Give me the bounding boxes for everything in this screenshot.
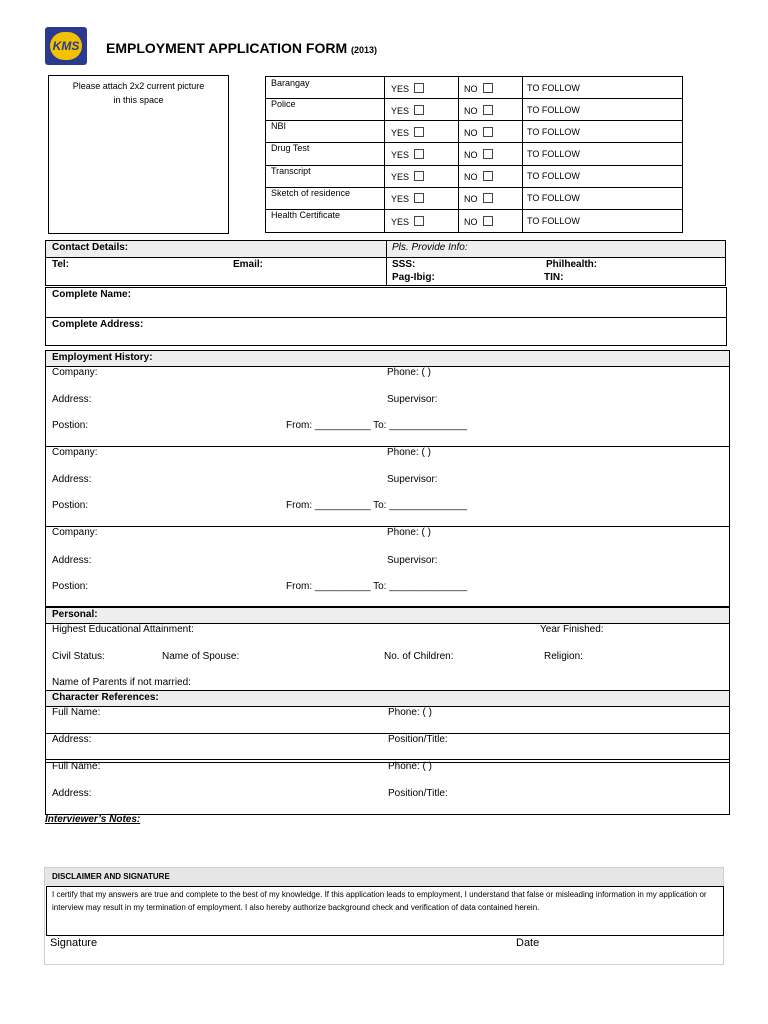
req-label-health: Health Certificate <box>271 210 341 220</box>
req-yes-health[interactable]: YES <box>391 216 424 227</box>
req-no-transcript[interactable]: NO <box>464 171 493 182</box>
character-references-header: Character References: <box>52 692 159 703</box>
checkbox-icon[interactable] <box>414 216 424 226</box>
title-text: EMPLOYMENT APPLICATION FORM <box>106 40 348 56</box>
civil-status-field[interactable]: Civil Status: <box>52 651 105 662</box>
checkbox-icon[interactable] <box>414 149 424 159</box>
provide-info-label: Pls. Provide Info: <box>392 242 468 253</box>
year-finished-field[interactable]: Year Finished: <box>540 624 604 635</box>
personal-header: Personal: <box>52 609 98 620</box>
checkbox-icon[interactable] <box>483 171 493 181</box>
photo-instruction-line1: Please attach 2x2 current picture <box>72 81 205 91</box>
employment-company-field[interactable]: Company: <box>52 527 98 538</box>
reference-name-field[interactable]: Full Name: <box>52 761 101 772</box>
employment-supervisor-field[interactable]: Supervisor: <box>387 394 438 405</box>
req-no-sketch[interactable]: NO <box>464 193 493 204</box>
req-follow-police: TO FOLLOW <box>527 105 580 115</box>
employment-position-field[interactable]: Postion: <box>52 420 89 431</box>
character-references-section <box>45 690 730 815</box>
checkbox-icon[interactable] <box>483 83 493 93</box>
employment-phone-field[interactable]: Phone: ( ) <box>387 527 431 538</box>
checkbox-icon[interactable] <box>414 105 424 115</box>
checkbox-icon[interactable] <box>483 216 493 226</box>
disclaimer-text: I certify that my answers are true and complete to the best of my knowledge. If this application leads to employment, I understand that false or misleading information in my application or interview may result in my termination of employment. I also hereby authorize background check and verification of data contained herein. <box>52 890 707 912</box>
employment-dates-field[interactable]: From: __________ To: ______________ <box>286 500 468 511</box>
req-label-sketch: Sketch of residence <box>271 188 351 198</box>
checkbox-icon[interactable] <box>483 105 493 115</box>
employment-position-field[interactable]: Postion: <box>52 581 89 592</box>
req-yes-sketch[interactable]: YES <box>391 193 424 204</box>
tin-field[interactable]: TIN: <box>544 272 564 283</box>
employment-address-field[interactable]: Address: <box>52 394 92 405</box>
reference-address-field[interactable]: Address: <box>52 734 92 745</box>
reference-address-field[interactable]: Address: <box>52 788 92 799</box>
req-follow-transcript: TO FOLLOW <box>527 171 580 181</box>
req-label-drug-test: Drug Test <box>271 143 310 153</box>
employment-supervisor-field[interactable]: Supervisor: <box>387 555 438 566</box>
reference-position-field[interactable]: Position/Title: <box>388 734 448 745</box>
page-title <box>106 40 377 56</box>
req-label-barangay: Barangay <box>271 78 310 88</box>
reference-position-field[interactable]: Position/Title: <box>388 788 448 799</box>
requirements-table <box>265 76 683 233</box>
employment-phone-field[interactable]: Phone: ( ) <box>387 447 431 458</box>
checkbox-icon[interactable] <box>414 193 424 203</box>
req-yes-transcript[interactable]: YES <box>391 171 424 182</box>
contact-details-section <box>45 240 726 286</box>
complete-name-field[interactable]: Complete Name: <box>52 289 131 300</box>
checkbox-icon[interactable] <box>414 83 424 93</box>
personal-section <box>45 607 730 691</box>
interviewer-notes-label: Interviewer’s Notes: <box>45 814 141 825</box>
religion-field[interactable]: Religion: <box>544 651 583 662</box>
employment-address-field[interactable]: Address: <box>52 555 92 566</box>
email-field[interactable]: Email: <box>233 259 264 270</box>
reference-phone-field[interactable]: Phone: ( ) <box>388 761 432 772</box>
req-yes-drug-test[interactable]: YES <box>391 149 424 160</box>
checkbox-icon[interactable] <box>483 127 493 137</box>
req-yes-barangay[interactable]: YES <box>391 83 424 94</box>
req-no-police[interactable]: NO <box>464 105 493 116</box>
req-yes-police[interactable]: YES <box>391 105 424 116</box>
req-no-drug-test[interactable]: NO <box>464 149 493 160</box>
reference-name-field[interactable]: Full Name: <box>52 707 101 718</box>
employment-dates-field[interactable]: From: __________ To: ______________ <box>286 581 468 592</box>
req-no-nbi[interactable]: NO <box>464 127 493 138</box>
req-follow-nbi: TO FOLLOW <box>527 127 580 137</box>
photo-instruction-line2: in this space <box>113 95 164 105</box>
employment-address-field[interactable]: Address: <box>52 474 92 485</box>
disclaimer-text-box <box>46 886 724 936</box>
employment-dates-field[interactable]: From: __________ To: ______________ <box>286 420 468 431</box>
tel-field[interactable]: Tel: <box>52 259 70 270</box>
parents-field[interactable]: Name of Parents if not married: <box>52 677 191 688</box>
employment-company-field[interactable]: Company: <box>52 367 98 378</box>
employment-history-section <box>45 350 730 607</box>
logo-text: KMS <box>52 39 80 53</box>
checkbox-icon[interactable] <box>483 193 493 203</box>
req-label-transcript: Transcript <box>271 166 311 176</box>
employment-position-field[interactable]: Postion: <box>52 500 89 511</box>
spouse-field[interactable]: Name of Spouse: <box>162 651 240 662</box>
date-field[interactable]: Date <box>516 937 540 949</box>
employment-phone-field[interactable]: Phone: ( ) <box>387 367 431 378</box>
disclaimer-header: DISCLAIMER AND SIGNATURE <box>52 872 170 881</box>
name-address-section <box>45 287 727 346</box>
signature-field[interactable]: Signature <box>50 937 98 949</box>
photo-box[interactable] <box>48 75 229 234</box>
req-follow-drug-test: TO FOLLOW <box>527 149 580 159</box>
reference-phone-field[interactable]: Phone: ( ) <box>388 707 432 718</box>
contact-details-header: Contact Details: <box>52 242 129 253</box>
req-label-police: Police <box>271 99 296 109</box>
checkbox-icon[interactable] <box>414 127 424 137</box>
req-follow-sketch: TO FOLLOW <box>527 193 580 203</box>
employment-history-header: Employment History: <box>52 352 153 363</box>
req-no-barangay[interactable]: NO <box>464 83 493 94</box>
title-year: (2013) <box>351 45 378 55</box>
employment-company-field[interactable]: Company: <box>52 447 98 458</box>
req-no-health[interactable]: NO <box>464 216 493 227</box>
employment-supervisor-field[interactable]: Supervisor: <box>387 474 438 485</box>
req-yes-nbi[interactable]: YES <box>391 127 424 138</box>
req-follow-barangay: TO FOLLOW <box>527 83 580 93</box>
philhealth-field[interactable]: Philhealth: <box>546 259 598 270</box>
children-field[interactable]: No. of Children: <box>384 651 454 662</box>
checkbox-icon[interactable] <box>483 149 493 159</box>
req-follow-health: TO FOLLOW <box>527 216 580 226</box>
company-logo <box>45 27 87 65</box>
checkbox-icon[interactable] <box>414 171 424 181</box>
complete-address-field[interactable]: Complete Address: <box>52 319 144 330</box>
education-field[interactable]: Highest Educational Attainment: <box>52 624 194 635</box>
disclaimer-section <box>44 867 724 965</box>
req-label-nbi: NBI <box>271 121 287 131</box>
sss-field[interactable]: SSS: <box>392 259 416 270</box>
pagibig-field[interactable]: Pag-Ibig: <box>392 272 435 283</box>
